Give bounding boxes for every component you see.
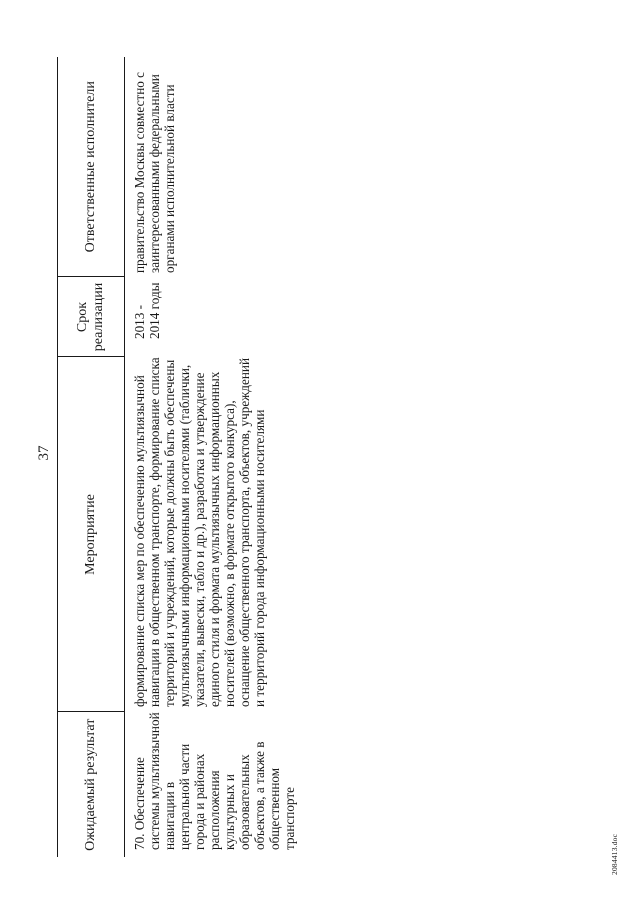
measures-table <box>57 57 297 857</box>
header-expected-result: Ожидаемый результат <box>58 712 125 857</box>
document-id: 2084413.doc <box>610 833 619 875</box>
header-executors: Ответственные исполнители <box>58 57 125 277</box>
header-measure: Мероприятие <box>58 357 125 712</box>
cell-measure: формирование списка мер по обеспечению мультиязычной навигации в общественном транспорте, формирование списка территорий и учреждений, которые должны быть обеспечены мультиязычными информационными носителями (таблички, указатели, вывески, табло и др.), разработка и утверждение единого стиля и формата мультиязычных информационных носителей (возможно, в формате открытого конкурса), оснащение общественного транспорта, объектов, учреждений и территорий города информационными носителями <box>132 357 267 707</box>
cell-term: 2013 - 2014 годы <box>132 282 162 339</box>
cell-executors: правительство Москвы совместно с заинтересованными федеральными органами исполнительной власти <box>132 72 177 273</box>
cell-expected-result: 70. Обеспечение системы мультиязычной навигации в центральной части города и районах расположения культурных и образовательных объектов, а также в общественном транспорте <box>132 712 297 850</box>
header-term: Срок реализации <box>58 277 125 357</box>
table-row <box>125 57 298 857</box>
page-number: 37 <box>36 445 52 461</box>
table-header-row <box>58 57 125 857</box>
